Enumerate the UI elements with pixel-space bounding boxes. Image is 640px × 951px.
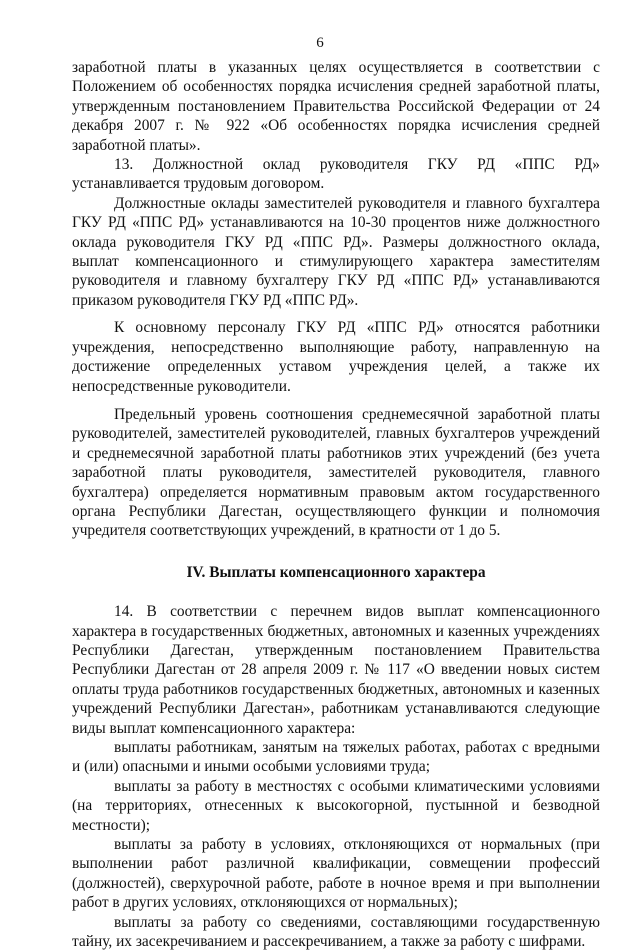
paragraph-continuation: заработной платы в указанных целях осуществляется в соответствии с Положением об особенностях порядка исчисления средней заработной платы, утвержденным постановлением Правительства Российской Федерации от 24 декабря 2007 г. № 922 «Об особенностях порядка исчисления средней заработной платы». bbox=[72, 59, 600, 154]
section-heading: IV. Выплаты компенсационного характера bbox=[186, 563, 486, 581]
paragraph-main-personnel: К основному персоналу ГКУ РД «ППС РД» относятся работники учреждения, непосредственно выполняющие работу, направленную на достижение определенных уставом учреждения целей, а также их непосредственные руководители. bbox=[72, 319, 600, 395]
paragraph-salary-ratio: Предельный уровень соотношения среднемесячной заработной платы руководителей, заместителей руководителей, главных бухгалтеров учреждений и среднемесячной заработной платы работников этих учреждений (без учета заработной платы руководителя, заместителей руководителя, главного бухгалтера) определяется нормативным правовым актом государственного органа Республики Дагестан, осуществляющего функции и полномочия учредителя соответствующих учреждений, в кратности от 1 до 5. bbox=[72, 405, 600, 540]
list-item-abnormal-conditions: выплаты за работу в условиях, отклоняющихся от нормальных (при выполнении работ различной квалификации, совмещении профессий (должностей), сверхурочной работе, работе в ночное время и при выполнении работ в других условиях, отклоняющихся от нормальных); bbox=[72, 836, 600, 912]
paragraph-deputy-salaries: Должностные оклады заместителей руководителя и главного бухгалтера ГКУ РД «ППС РД» устанавливаются на 10-30 процентов ниже должностного оклада руководителя ГКУ РД «ППС РД». Размеры должностного оклада, выплат компенсационного и стимулирующего характера заместителям руководителя и главному бухгалтеру ГКУ РД «ППС РД» устанавливаются приказом руководителя ГКУ РД «ППС РД». bbox=[72, 194, 600, 309]
list-item-hazardous-work: выплаты работникам, занятым на тяжелых работах, работах с вредными и (или) опасными и иными особыми условиями труда; bbox=[72, 739, 600, 776]
paragraph-14: 14. В соответствии с перечнем видов выплат компенсационного характера в государственных бюджетных, автономных и казенных учреждениях Республики Дагестан, утвержденным постановлением Правительства Республики Дагестан от 28 апреля 2009 г. № 117 «О введении новых систем оплаты труда работников государственных бюджетных, автономных и казенных учреждений Республики Дагестан», работникам устанавливаются следующие виды выплат компенсационного характера: bbox=[72, 603, 600, 737]
list-item-state-secret: выплаты за работу со сведениями, составляющими государственную тайну, их засекречиванием и рассекречиванием, а также за работу с шифрами. bbox=[72, 913, 600, 951]
document-body bbox=[72, 58, 600, 951]
page-number: 6 bbox=[316, 35, 324, 51]
list-item-climate-conditions: выплаты за работу в местностях с особыми климатическими условиями (на территориях, отнесенных к высокогорной, пустынной и безводной местности); bbox=[72, 777, 600, 834]
paragraph-13: 13. Должностной оклад руководителя ГКУ РД «ППС РД» устанавливается трудовым договором. bbox=[72, 156, 600, 193]
